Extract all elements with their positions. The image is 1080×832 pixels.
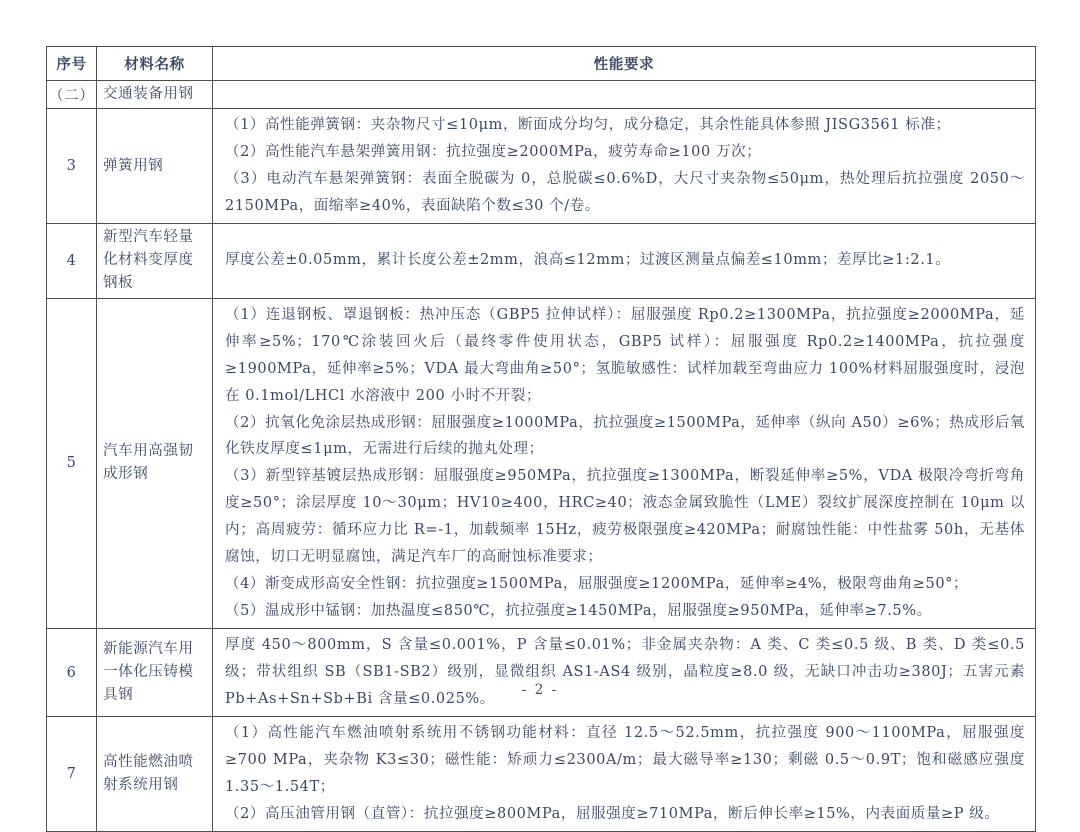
serial-number-cell: （二） bbox=[47, 81, 97, 109]
header-row bbox=[47, 47, 1036, 81]
requirement-paragraph: （1）高性能弹簧钢：夹杂物尺寸≤10μm，断面成分均匀，成分稳定，其余性能具体参照 JISG3561 标准； bbox=[225, 117, 951, 134]
requirement-paragraph: 厚度公差±0.05mm，累计长度公差±2mm，浪高≤12mm；过渡区测量点偏差≤10mm；差厚比≥1:2.1。 bbox=[225, 252, 951, 269]
materials-requirements-table bbox=[46, 46, 1036, 832]
table-row bbox=[47, 629, 1036, 717]
table-row bbox=[47, 81, 1036, 109]
serial-number-cell: 4 bbox=[47, 224, 97, 299]
table-body bbox=[47, 81, 1036, 832]
performance-requirements-cell bbox=[213, 717, 1036, 832]
table-row bbox=[47, 224, 1036, 299]
requirement-paragraph: （4）渐变成形高安全性钢：抗拉强度≥1500MPa，屈服强度≥1200MPa，延伸率≥4%，极限弯曲角≥50°； bbox=[225, 576, 969, 593]
requirement-paragraph: （1）高性能汽车燃油喷射系统用不锈钢功能材料：直径 12.5～52.5mm，抗拉强度 900～1100MPa，屈服强度≥700 MPa，夹杂物 K3≤30；磁性能：矫顽力≤2300A/m；最大磁导率≥130；剩磁 0.5～0.9T；饱和磁感应强度 1.35～1.54T； bbox=[225, 725, 1025, 796]
requirement-paragraph: （3）电动汽车悬架弹簧钢：表面全脱碳为 0，总脱碳≤0.6%D，大尺寸夹杂物≤50μm，热处理后抗拉强度 2050～2150MPa，面缩率≥40%，表面缺陷个数≤30 个/卷。 bbox=[225, 171, 1025, 215]
requirement-paragraph: （2）抗氧化免涂层热成形钢：屈服强度≥1000MPa，抗拉强度≥1500MPa，延伸率（纵向 A50）≥6%；热成形后氧化铁皮厚度≤1μm，无需进行后续的抛丸处理； bbox=[225, 414, 1025, 458]
serial-number-cell: 7 bbox=[47, 717, 97, 832]
material-name-cell: 新能源汽车用一体化压铸模具钢 bbox=[97, 629, 213, 717]
requirement-paragraph: （1）连退钢板、罩退钢板：热冲压态（GBP5 拉伸试样）：屈服强度 Rp0.2≥1300MPa，抗拉强度≥2000MPa，延伸率≥5%；170℃涂装回火后（最终零件使用状态，GBP5 试样）：屈服强度 Rp0.2≥1400MPa，抗拉强度≥1900MPa，延伸率≥5%；VDA 最大弯曲角≥50°；氢脆敏感性：试样加载至弯曲应力 100%材料屈服强度时，浸泡在 0.1mol/LHCl 水溶液中 200 小时不开裂； bbox=[225, 306, 1025, 404]
requirement-paragraph: （3）新型锌基镀层热成形钢：屈服强度≥950MPa，抗拉强度≥1300MPa，断裂延伸率≥5%，VDA 极限冷弯折弯角度≥50°；涂层厚度 10～30μm；HV10≥400，HRC≥40；液态金属致脆性（LME）裂纹扩展深度控制在 10μm 以内；高周疲劳：循环应力比 R=-1，加载频率 15Hz，疲劳极限强度≥420MPa；耐腐蚀性能：中性盐雾 50h，无基体腐蚀，切口无明显腐蚀，满足汽车厂的高耐蚀标准要求； bbox=[225, 468, 1025, 566]
table-header bbox=[47, 47, 1036, 81]
performance-requirements-cell bbox=[213, 81, 1036, 109]
header-serial-number: 序号 bbox=[47, 47, 97, 81]
performance-requirements-cell bbox=[213, 224, 1036, 299]
material-name-cell: 交通装备用钢 bbox=[97, 81, 213, 109]
requirement-paragraph: （5）温成形中锰钢：加热温度≤850℃，抗拉强度≥1450MPa，屈服强度≥950MPa，延伸率≥7.5%。 bbox=[225, 603, 932, 620]
serial-number-cell: 6 bbox=[47, 629, 97, 717]
performance-requirements-cell bbox=[213, 629, 1036, 717]
header-performance-requirements: 性能要求 bbox=[213, 47, 1036, 81]
table-row bbox=[47, 298, 1036, 629]
serial-number-cell: 5 bbox=[47, 298, 97, 629]
serial-number-cell: 3 bbox=[47, 109, 97, 224]
table-row bbox=[47, 109, 1036, 224]
material-name-cell: 新型汽车轻量化材料变厚度钢板 bbox=[97, 224, 213, 299]
page-number: - 2 - bbox=[521, 682, 559, 698]
material-name-cell: 高性能燃油喷射系统用钢 bbox=[97, 717, 213, 832]
requirement-paragraph: （2）高压油管用钢（直管）：抗拉强度≥800MPa，屈服强度≥710MPa，断后伸长率≥15%，内表面质量≥P 级。 bbox=[225, 806, 1000, 823]
material-name-cell: 弹簧用钢 bbox=[97, 109, 213, 224]
performance-requirements-cell bbox=[213, 298, 1036, 629]
header-material-name: 材料名称 bbox=[97, 47, 213, 81]
requirement-paragraph: （2）高性能汽车悬架弹簧用钢：抗拉强度≥2000MPa，疲劳寿命≥100 万次； bbox=[225, 144, 762, 161]
performance-requirements-cell bbox=[213, 109, 1036, 224]
table-row bbox=[47, 717, 1036, 832]
requirement-paragraph: 厚度 450～800mm，S 含量≤0.001%，P 含量≤0.01%；非金属夹杂物：A 类、C 类≤0.5 级、B 类、D 类≤0.5 级；带状组织 SB（SB1-SB2）级别，显微组织 AS1-AS4 级别，晶粒度≥8.0 级，无缺口冲击功≥380J；五害元素 Pb+As+Sn+Sb+Bi 含量≤0.025%。 bbox=[225, 637, 1025, 708]
material-name-cell: 汽车用高强韧成形钢 bbox=[97, 298, 213, 629]
